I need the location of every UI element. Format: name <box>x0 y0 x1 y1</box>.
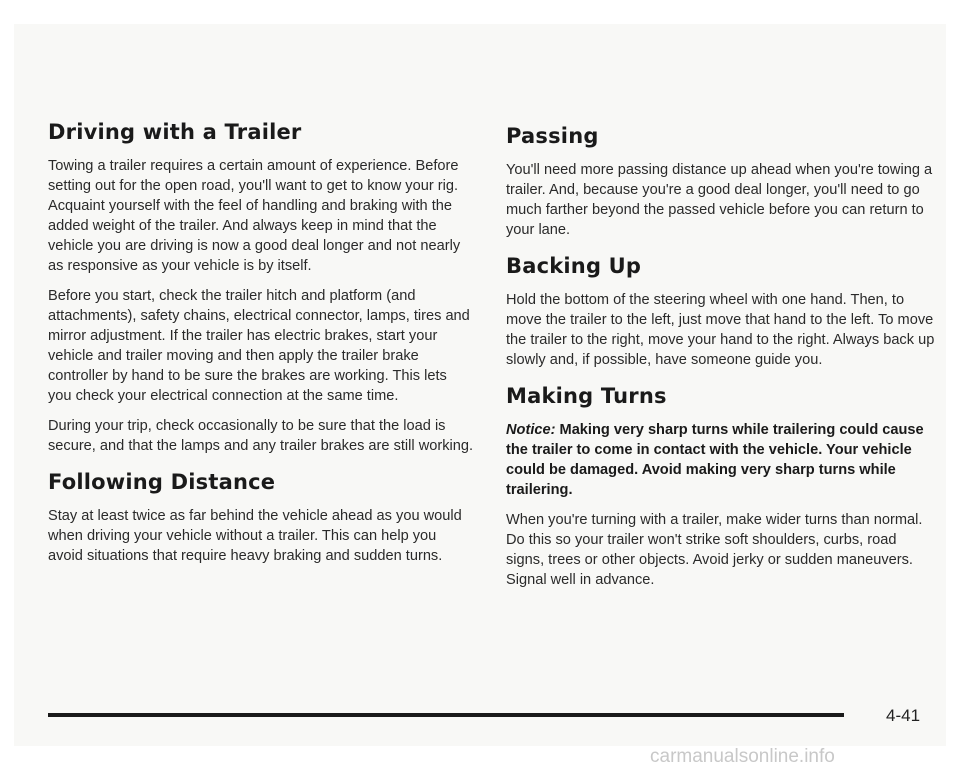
footer-rule <box>48 713 844 717</box>
heading-backing-up: Backing Up <box>506 254 642 278</box>
manual-page <box>14 24 946 746</box>
paragraph: Hold the bottom of the steering wheel with one hand. Then, to move the trailer to the left, just move that hand to the left. To move the trailer to the right, move your hand to the right. Always back up slowly and, if possible, have someone guide you. <box>506 292 935 368</box>
right-column <box>506 124 936 600</box>
left-column <box>48 120 474 576</box>
heading-driving-with-trailer: Driving with a Trailer <box>48 120 302 144</box>
paragraph: During your trip, check occasionally to be sure that the load is secure, and that the lamps and any trailer brakes are still working. <box>48 418 474 454</box>
notice-paragraph <box>506 420 936 500</box>
notice-text: Making very sharp turns while trailering could cause the trailer to come in contact with the vehicle. Your vehicle could be damaged. Avoid making very sharp turns while trailering. <box>506 422 924 498</box>
paragraph: When you're turning with a trailer, make wider turns than normal. Do this so your trailer won't strike soft shoulders, curbs, road signs, trees or other objects. Avoid jerky or sudden maneuvers. Signal well in advance. <box>506 512 923 588</box>
heading-following-distance: Following Distance <box>48 470 276 494</box>
heading-passing: Passing <box>506 124 599 148</box>
paragraph: Before you start, check the trailer hitch and platform (and attachments), safety chains, electrical connector, lamps, tires and mirror adjustment. If the trailer has electric brakes, start your vehicle and trailer moving and then apply the trailer brake controller by hand to be sure the brakes are working. This lets you check your electrical connection at the same time. <box>48 288 470 404</box>
paragraph: Towing a trailer requires a certain amount of experience. Before setting out for the open road, you'll want to get to know your rig. Acquaint yourself with the feel of handling and braking with the added weight of the trailer. And always keep in mind that the vehicle you are driving is now a good deal longer and not nearly as responsive as your vehicle is by itself. <box>48 158 461 274</box>
paragraph: Stay at least twice as far behind the vehicle ahead as you would when driving your vehicle without a trailer. This can help you avoid situations that require heavy braking and sudden turns. <box>48 508 462 564</box>
page-number: 4-41 <box>886 706 921 725</box>
paragraph: You'll need more passing distance up ahead when you're towing a trailer. And, because you're a good deal longer, you'll need to go much farther beyond the passed vehicle before you can return to your lane. <box>506 162 933 238</box>
heading-making-turns: Making Turns <box>506 384 667 408</box>
notice-label: Notice: <box>506 422 556 438</box>
watermark: carmanualsonline.info <box>650 746 835 767</box>
